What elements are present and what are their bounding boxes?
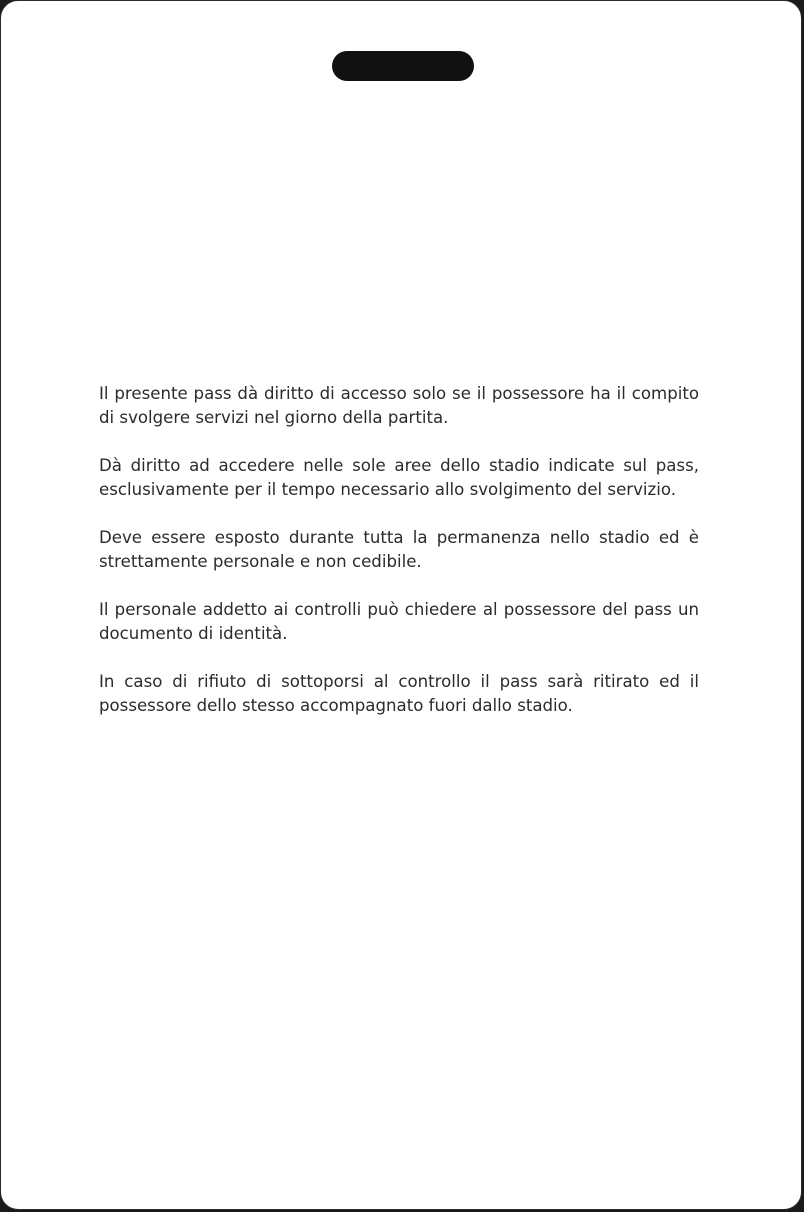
terms-paragraph-access: Il presente pass dà diritto di accesso solo se il possessore ha il compito di svolgere servizi nel giorno della partita. (99, 384, 699, 427)
lanyard-slot-hole (332, 51, 474, 81)
pass-terms-text (99, 382, 699, 718)
terms-paragraph-refusal: In caso di rifiuto di sottoporsi al controllo il pass sarà ritirato ed il possessore dello stesso accompagnato fuori dallo stadio. (99, 672, 699, 715)
terms-paragraph-display: Deve essere esposto durante tutta la permanenza nello stadio ed è strettamente personale e non cedibile. (99, 528, 699, 571)
terms-paragraph-areas: Dà diritto ad accedere nelle sole aree dello stadio indicate sul pass, esclusivamente per il tempo necessario allo svolgimento del servizio. (99, 456, 699, 499)
terms-paragraph-identity: Il personale addetto ai controlli può chiedere al possessore del pass un documento di identità. (99, 600, 699, 643)
